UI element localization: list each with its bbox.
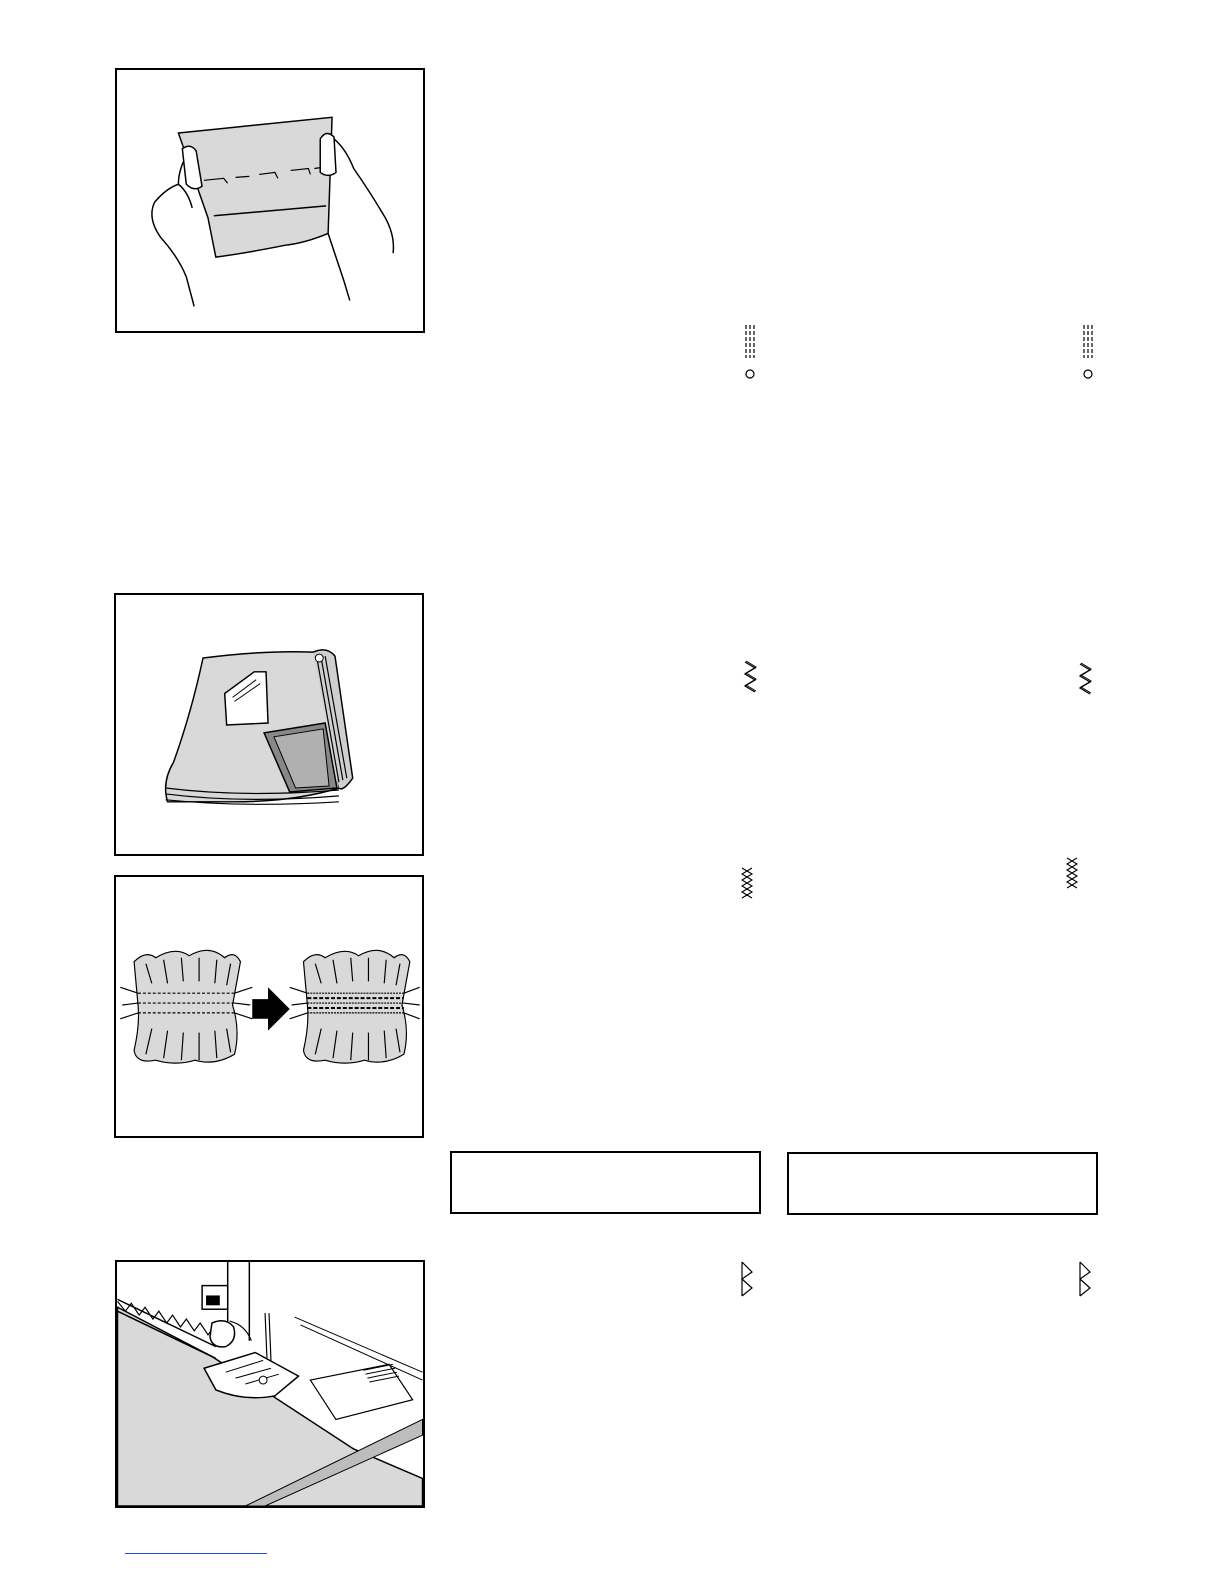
- triple-straight-stretch-stitch-icon: [742, 324, 758, 382]
- hands-stretching-fabric-illustration: [117, 70, 423, 331]
- figure-folded-knit-garment: [114, 593, 424, 856]
- overcasting-stitch-icon: [739, 1260, 755, 1298]
- figure-smocking-before-after: [114, 875, 424, 1138]
- gathered-fabric-before: [120, 950, 252, 1063]
- smocking-stitch-icon: [1064, 856, 1080, 894]
- note-box-right: [787, 1152, 1098, 1215]
- smocking-before-after-illustration: [116, 877, 422, 1136]
- triple-zigzag-stretch-stitch-icon: [742, 660, 758, 694]
- triple-straight-stretch-stitch-icon: [1080, 324, 1096, 382]
- note-box-left: [450, 1151, 761, 1214]
- presser-foot-sewing-illustration: [117, 1262, 423, 1506]
- smocking-stitch-icon: [739, 866, 755, 904]
- figure-hands-stretching-seam: [115, 68, 425, 333]
- folded-garment-illustration: [116, 595, 422, 854]
- figure-presser-foot-stitching: [115, 1260, 425, 1508]
- triple-zigzag-stretch-stitch-icon: [1077, 662, 1093, 696]
- overcasting-stitch-icon: [1077, 1260, 1093, 1298]
- arrow-icon: [252, 987, 289, 1030]
- gathered-fabric-after: [290, 950, 420, 1063]
- footer-link-underline[interactable]: [125, 1553, 267, 1554]
